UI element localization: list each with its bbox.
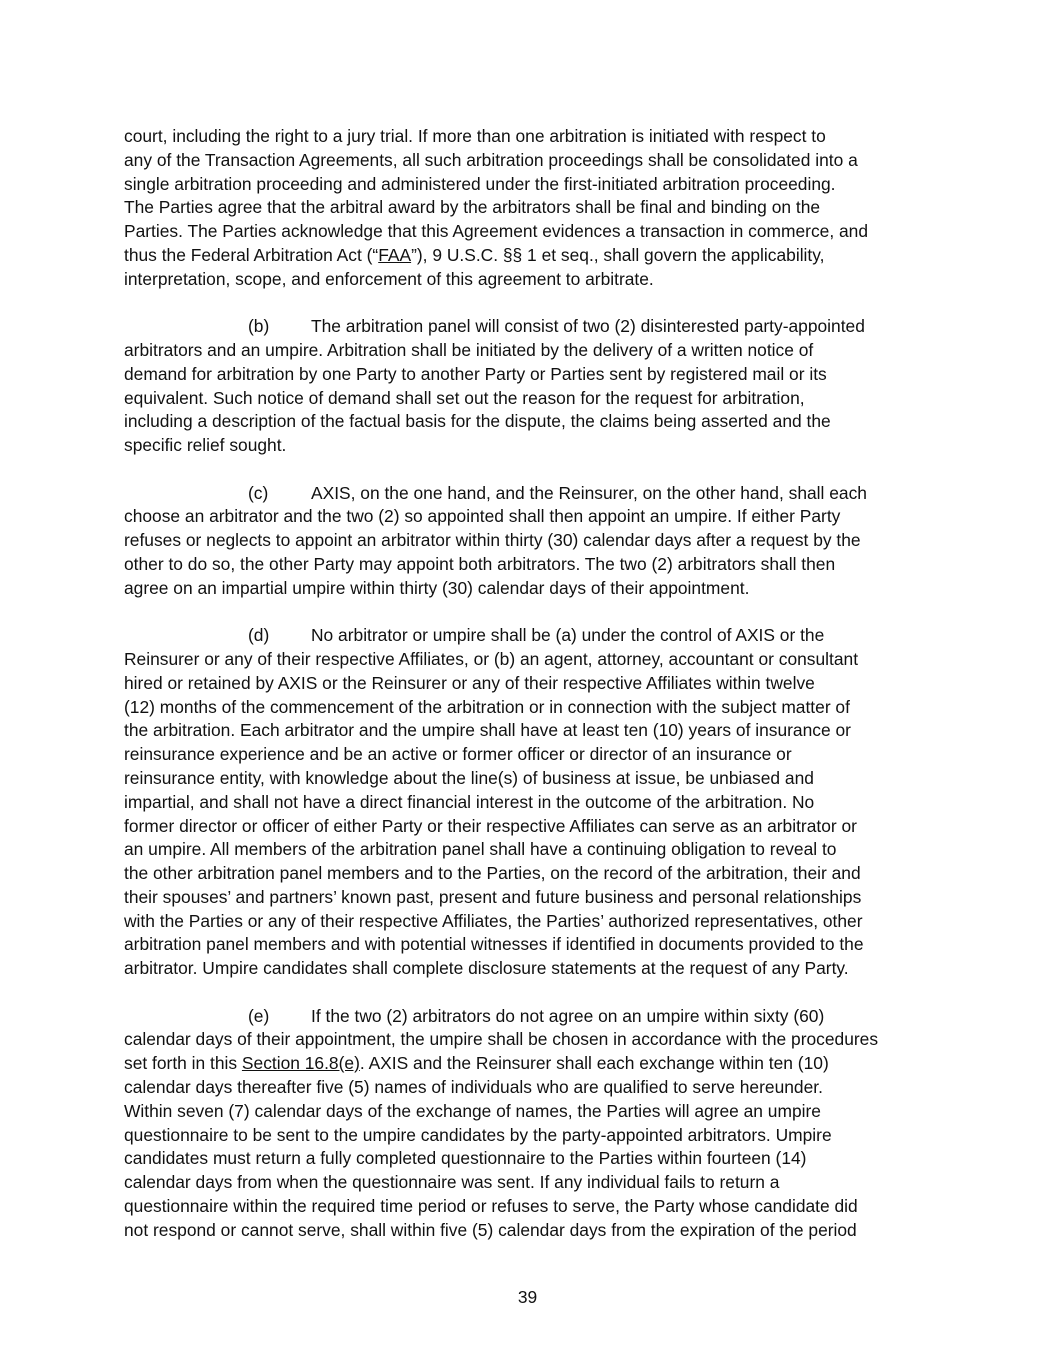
section-reference: Section 16.8(e) [241, 1053, 360, 1074]
text-line: other to do so, the other Party may appoint both arbitrators. The two (2) arbitrators shall then [124, 553, 836, 574]
text-line: choose an arbitrator and the two (2) so appointed shall then appoint an umpire. If either Party [124, 506, 841, 527]
text-fragment: set forth in this [124, 1053, 242, 1074]
text-line: Within seven (7) calendar days of the exchange of names, the Parties will agree an umpire [124, 1100, 821, 1121]
text-line: arbitrator. Umpire candidates shall complete disclosure statements at the request of any Party. [124, 958, 849, 979]
text-fragment: The arbitration panel will consist of two (2) disinterested party-appointed [311, 316, 865, 337]
text-line: including a description of the factual basis for the dispute, the claims being asserted and the [124, 411, 831, 432]
paragraph-e [124, 1005, 934, 1243]
text-line: questionnaire within the required time period or refuses to serve, the Party whose candidate did [124, 1196, 858, 1217]
text-line: agree on an impartial umpire within thirty (30) calendar days of their appointment. [124, 577, 750, 598]
text-line: their spouses’ and partners’ known past, present and future business and personal relationships [124, 886, 862, 907]
text-line: demand for arbitration by one Party to another Party or Parties sent by registered mail or its [124, 363, 827, 384]
text-line: specific relief sought. [124, 435, 287, 456]
paragraph-b [124, 315, 934, 458]
paragraph-d [124, 624, 934, 981]
text-line: the arbitration. Each arbitrator and the umpire shall have at least ten (10) years of insurance or [124, 720, 851, 741]
text-line: hired or retained by AXIS or the Reinsurer or any of their respective Affiliates within twelve [124, 672, 815, 693]
paragraph-label: (e) [248, 1005, 270, 1026]
text-line: calendar days of their appointment, the umpire shall be chosen in accordance with the procedures [124, 1029, 879, 1050]
text-line: Reinsurer or any of their respective Affiliates, or (b) an agent, attorney, accountant or consultant [124, 648, 859, 669]
text-fragment: . AXIS and the Reinsurer shall each exchange within ten (10) [359, 1053, 829, 1074]
text-line: equivalent. Such notice of demand shall set out the reason for the request for arbitration, [124, 387, 805, 408]
text-fragment: AXIS, on the one hand, and the Reinsurer, on the other hand, shall each [311, 482, 867, 503]
text-line: reinsurance experience and be an active or former officer or director of an insurance or [124, 744, 792, 765]
text-line: The Parties agree that the arbitral award by the arbitrators shall be final and binding on the [124, 197, 821, 218]
text-fragment: thus the Federal Arbitration Act (“ [124, 244, 379, 265]
text-line: arbitration panel members and with potential witnesses if identified in documents provided to the [124, 934, 864, 955]
text-line [124, 1052, 934, 1076]
text-line: (12) months of the commencement of the arbitration or in connection with the subject matter of [124, 696, 850, 717]
text-line: single arbitration proceeding and administered under the first-initiated arbitration proceeding. [124, 173, 836, 194]
text-line: calendar days from when the questionnaire was sent. If any individual fails to return a [124, 1172, 780, 1193]
text-line: court, including the right to a jury trial. If more than one arbitration is initiated with respect to [124, 126, 826, 146]
text-line: Parties. The Parties acknowledge that this Agreement evidences a transaction in commerce, and [124, 221, 869, 242]
text-line: any of the Transaction Agreements, all such arbitration proceedings shall be consolidated into a [124, 149, 858, 170]
text-line [124, 315, 934, 339]
paragraph-c [124, 482, 934, 601]
text-line: questionnaire to be sent to the umpire candidates by the party-appointed arbitrators. Umpire [124, 1124, 832, 1145]
text-fragment: If the two (2) arbitrators do not agree on an umpire within sixty (60) [311, 1005, 825, 1026]
document-body [124, 125, 934, 1266]
text-line: interpretation, scope, and enforcement of this agreement to arbitrate. [124, 268, 654, 289]
text-fragment: No arbitrator or umpire shall be (a) under the control of AXIS or the [311, 625, 825, 646]
text-line: with the Parties or any of their respective Affiliates, the Parties’ authorized representatives, other [124, 910, 863, 931]
text-fragment: ”), 9 U.S.C. §§ 1 et seq., shall govern the applicability, [411, 244, 825, 265]
text-line: reinsurance entity, with knowledge about the line(s) of business at issue, be unbiased and [124, 767, 814, 788]
text-line: the other arbitration panel members and to the Parties, on the record of the arbitration, their and [124, 863, 861, 884]
text-line: not respond or cannot serve, shall within five (5) calendar days from the expiration of the period [124, 1219, 857, 1240]
text-line [124, 482, 934, 506]
text-line: refuses or neglects to appoint an arbitrator within thirty (30) calendar days after a request by the [124, 530, 861, 551]
text-line [124, 244, 934, 268]
defined-term-faa: FAA [378, 244, 412, 265]
text-line: an umpire. All members of the arbitration panel shall have a continuing obligation to reveal to [124, 839, 837, 860]
text-line [124, 1005, 934, 1029]
text-line: calendar days thereafter five (5) names of individuals who are qualified to serve hereunder. [124, 1077, 823, 1098]
paragraph-label: (d) [248, 625, 270, 646]
text-line [124, 624, 934, 648]
page-number: 39 [517, 1287, 538, 1307]
paragraph-label: (c) [248, 482, 269, 503]
text-line: impartial, and shall not have a direct financial interest in the outcome of the arbitration. No [124, 791, 815, 812]
text-line: arbitrators and an umpire. Arbitration shall be initiated by the delivery of a written notice of [124, 339, 814, 360]
text-line: candidates must return a fully completed questionnaire to the Parties within fourteen (14) [124, 1148, 807, 1169]
paragraph-label: (b) [248, 316, 270, 337]
paragraph-intro [124, 125, 934, 292]
text-line: former director or officer of either Party or their respective Affiliates can serve as an arbitrator or [124, 815, 857, 836]
